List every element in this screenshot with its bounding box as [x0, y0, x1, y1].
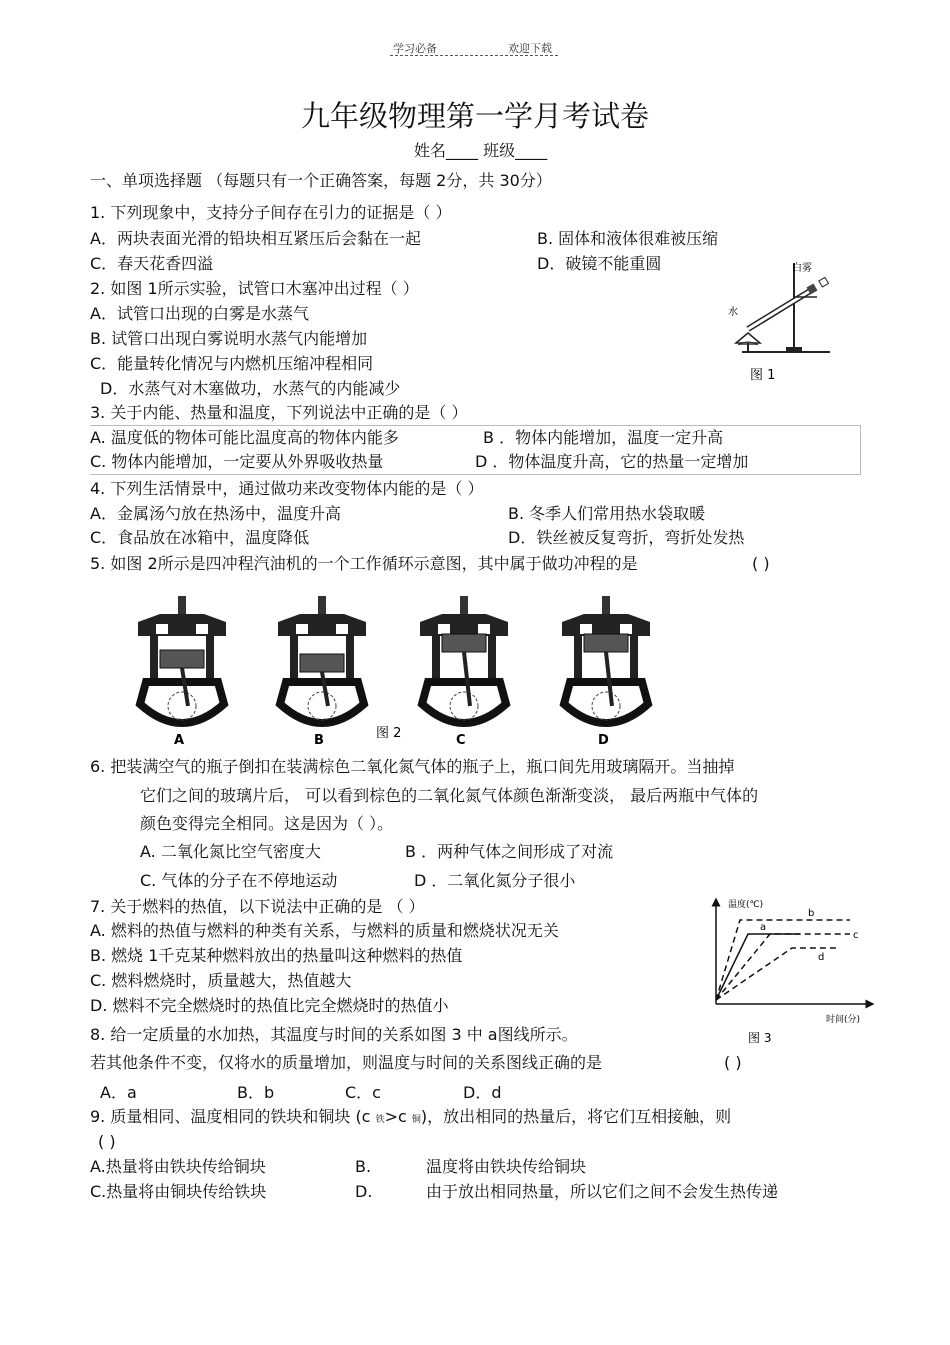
- q7-option-d: D. 燃料不完全燃烧时的热值比完全燃烧时的热值小: [90, 996, 449, 1015]
- section-heading: 一、单项选择题 （每题只有一个正确答案，每题 2分，共 30分）: [90, 171, 552, 190]
- q2-option-a: A．试管口出现的白雾是水蒸气: [90, 304, 309, 323]
- fig3-xlabel: 时间(分): [826, 1015, 861, 1025]
- q9-sub-copper: 铜: [411, 1115, 421, 1125]
- fig3-curve-a: a: [760, 922, 767, 933]
- fig1-label-fog: 白雾: [792, 263, 812, 274]
- engine-diagram-a: [138, 596, 226, 748]
- engine-diagram-b: [278, 596, 366, 748]
- q8-option-a: A．a: [100, 1083, 137, 1102]
- header-right: 欢迎下载: [508, 42, 552, 55]
- fig3-ylabel: 温度(℃): [728, 900, 764, 910]
- q2-option-b: B. 试管口出现白雾说明水蒸气内能增加: [90, 329, 368, 348]
- q6-option-b: B ．两种气体之间形成了对流: [405, 842, 614, 861]
- q3-option-b: B ．物体内能增加，温度一定升高: [483, 428, 724, 447]
- q9-sub-iron: 铁: [375, 1115, 385, 1125]
- q6-option-a: A. 二氧化氮比空气密度大: [140, 842, 321, 861]
- fig2-label-d: D: [598, 733, 609, 748]
- q4-option-a: A．金属汤勺放在热汤中，温度升高: [90, 504, 341, 523]
- q4-option-b: B. 冬季人们常用热水袋取暖: [508, 504, 706, 523]
- q9-line-1-start: 9. 质量相同、温度相同的铁块和铜块 (c: [90, 1107, 376, 1126]
- q3-option-d: D ．物体温度升高，它的热量一定增加: [475, 452, 749, 471]
- q9-option-d: 由于放出相同热量，所以它们之间不会发生热传递: [426, 1182, 779, 1201]
- q4-option-d: D．铁丝被反复弯折，弯折处发热: [508, 528, 745, 547]
- q1-option-a: A．两块表面光滑的铅块相互紧压后会黏在一起: [90, 229, 421, 248]
- fig2-caption: 图 2: [376, 726, 402, 741]
- q8-line-2: 若其他条件不变，仅将水的质量增加，则温度与时间的关系图线正确的是: [90, 1053, 603, 1072]
- q9-option-d-letter: D.: [355, 1182, 373, 1201]
- q9-line-1: [90, 1106, 731, 1131]
- q1-option-c: C．春天花香四溢: [90, 254, 214, 273]
- engine-diagram-c: [420, 596, 508, 748]
- figure-3-temperature-time-graph: [700, 892, 875, 1052]
- q7-stem: 7. 关于燃料的热值，以下说法中正确的是 （ ）: [90, 897, 425, 916]
- q7-option-c: C. 燃料燃烧时，质量越大，热值越大: [90, 971, 352, 990]
- fig2-label-c: C: [456, 733, 466, 748]
- fig3-curve-c: c: [853, 930, 859, 941]
- page-title: 九年级物理第一学月考试卷: [300, 99, 649, 133]
- page-header: [393, 38, 552, 60]
- q8-option-b: B．b: [237, 1083, 275, 1102]
- q7-option-b: B. 燃烧 1千克某种燃料放出的热量叫这种燃料的热值: [90, 946, 463, 965]
- q8-option-c: C．c: [345, 1083, 381, 1102]
- q8-blank: ( ): [724, 1053, 742, 1072]
- q9-option-b-letter: B.: [355, 1157, 372, 1176]
- q3-stem: 3. 关于内能、热量和温度，下列说法中正确的是（ ）: [90, 403, 468, 422]
- q7-option-a: A. 燃料的热值与燃料的种类有关系，与燃料的质量和燃烧状况无关: [90, 921, 559, 940]
- q9-option-a: A.热量将由铁块传给铜块: [90, 1157, 266, 1176]
- q8-option-d: D．d: [463, 1083, 502, 1102]
- fig1-caption: 图 1: [750, 368, 776, 383]
- fig2-label-b: B: [314, 733, 324, 748]
- fig3-curve-d: d: [818, 952, 825, 963]
- q3-option-c: C. 物体内能增加，一定要从外界吸收热量: [90, 452, 384, 471]
- q6-line-1: 6. 把装满空气的瓶子倒扣在装满棕色二氧化氮气体的瓶子上，瓶口间先用玻璃隔开。当抽掉: [90, 757, 735, 776]
- q6-line-3: 颜色变得完全相同。这是因为（ ）。: [140, 814, 394, 833]
- q5-stem: 5. 如图 2所示是四冲程汽油机的一个工作循环示意图，其中属于做功冲程的是: [90, 554, 638, 573]
- engine-diagram-d: [562, 596, 650, 748]
- q3-option-a: A. 温度低的物体可能比温度高的物体内能多: [90, 428, 399, 447]
- q6-line-2: 它们之间的玻璃片后， 可以看到棕色的二氧化氮气体颜色渐渐变淡， 最后两瓶中气体的: [140, 786, 759, 805]
- q8-line-1: 8. 给一定质量的水加热，其温度与时间的关系如图 3 中 a图线所示。: [90, 1025, 578, 1044]
- header-left: 学习必备: [393, 42, 437, 55]
- q6-option-d: D ．二氧化氮分子很小: [414, 871, 576, 890]
- q9-option-c: C.热量将由铜块传给铁块: [90, 1182, 267, 1201]
- header-divider: [390, 55, 558, 56]
- q9-gt: >c: [384, 1107, 412, 1126]
- q4-stem: 4. 下列生活情景中，通过做功来改变物体内能的是（ ）: [90, 479, 484, 498]
- q2-option-c: C．能量转化情况与内燃机压缩冲程相同: [90, 354, 374, 373]
- q2-option-d: D．水蒸气对木塞做功，水蒸气的内能减少: [100, 379, 401, 398]
- q2-stem: 2. 如图 1所示实验，试管口木塞冲出过程（ ）: [90, 279, 419, 298]
- q1-stem: 1. 下列现象中，支持分子间存在引力的证据是（ ）: [90, 203, 452, 222]
- q9-option-b: 温度将由铁块传给铜块: [426, 1157, 587, 1176]
- q6-option-c: C. 气体的分子在不停地运动: [140, 871, 338, 890]
- figure-1-test-tube-apparatus: [722, 255, 842, 395]
- q1-option-b: B. 固体和液体很难被压缩: [537, 229, 719, 248]
- q5-blank: ( ): [752, 554, 770, 573]
- q9-line-1-end: )，放出相同的热量后，将它们互相接触，则: [420, 1107, 732, 1126]
- q1-option-d: D．破镜不能重圆: [537, 254, 662, 273]
- fig3-curve-b: b: [808, 908, 815, 919]
- fig3-caption: 图 3: [748, 1031, 772, 1045]
- fig2-label-a: A: [174, 733, 185, 748]
- name-class-line: 姓名____ 班级____: [414, 141, 548, 160]
- q9-blank: ( ): [98, 1132, 116, 1151]
- figure-2-engine-strokes: [120, 592, 680, 752]
- fig1-label-water: 水: [728, 307, 738, 318]
- q4-option-c: C．食品放在冰箱中，温度降低: [90, 528, 310, 547]
